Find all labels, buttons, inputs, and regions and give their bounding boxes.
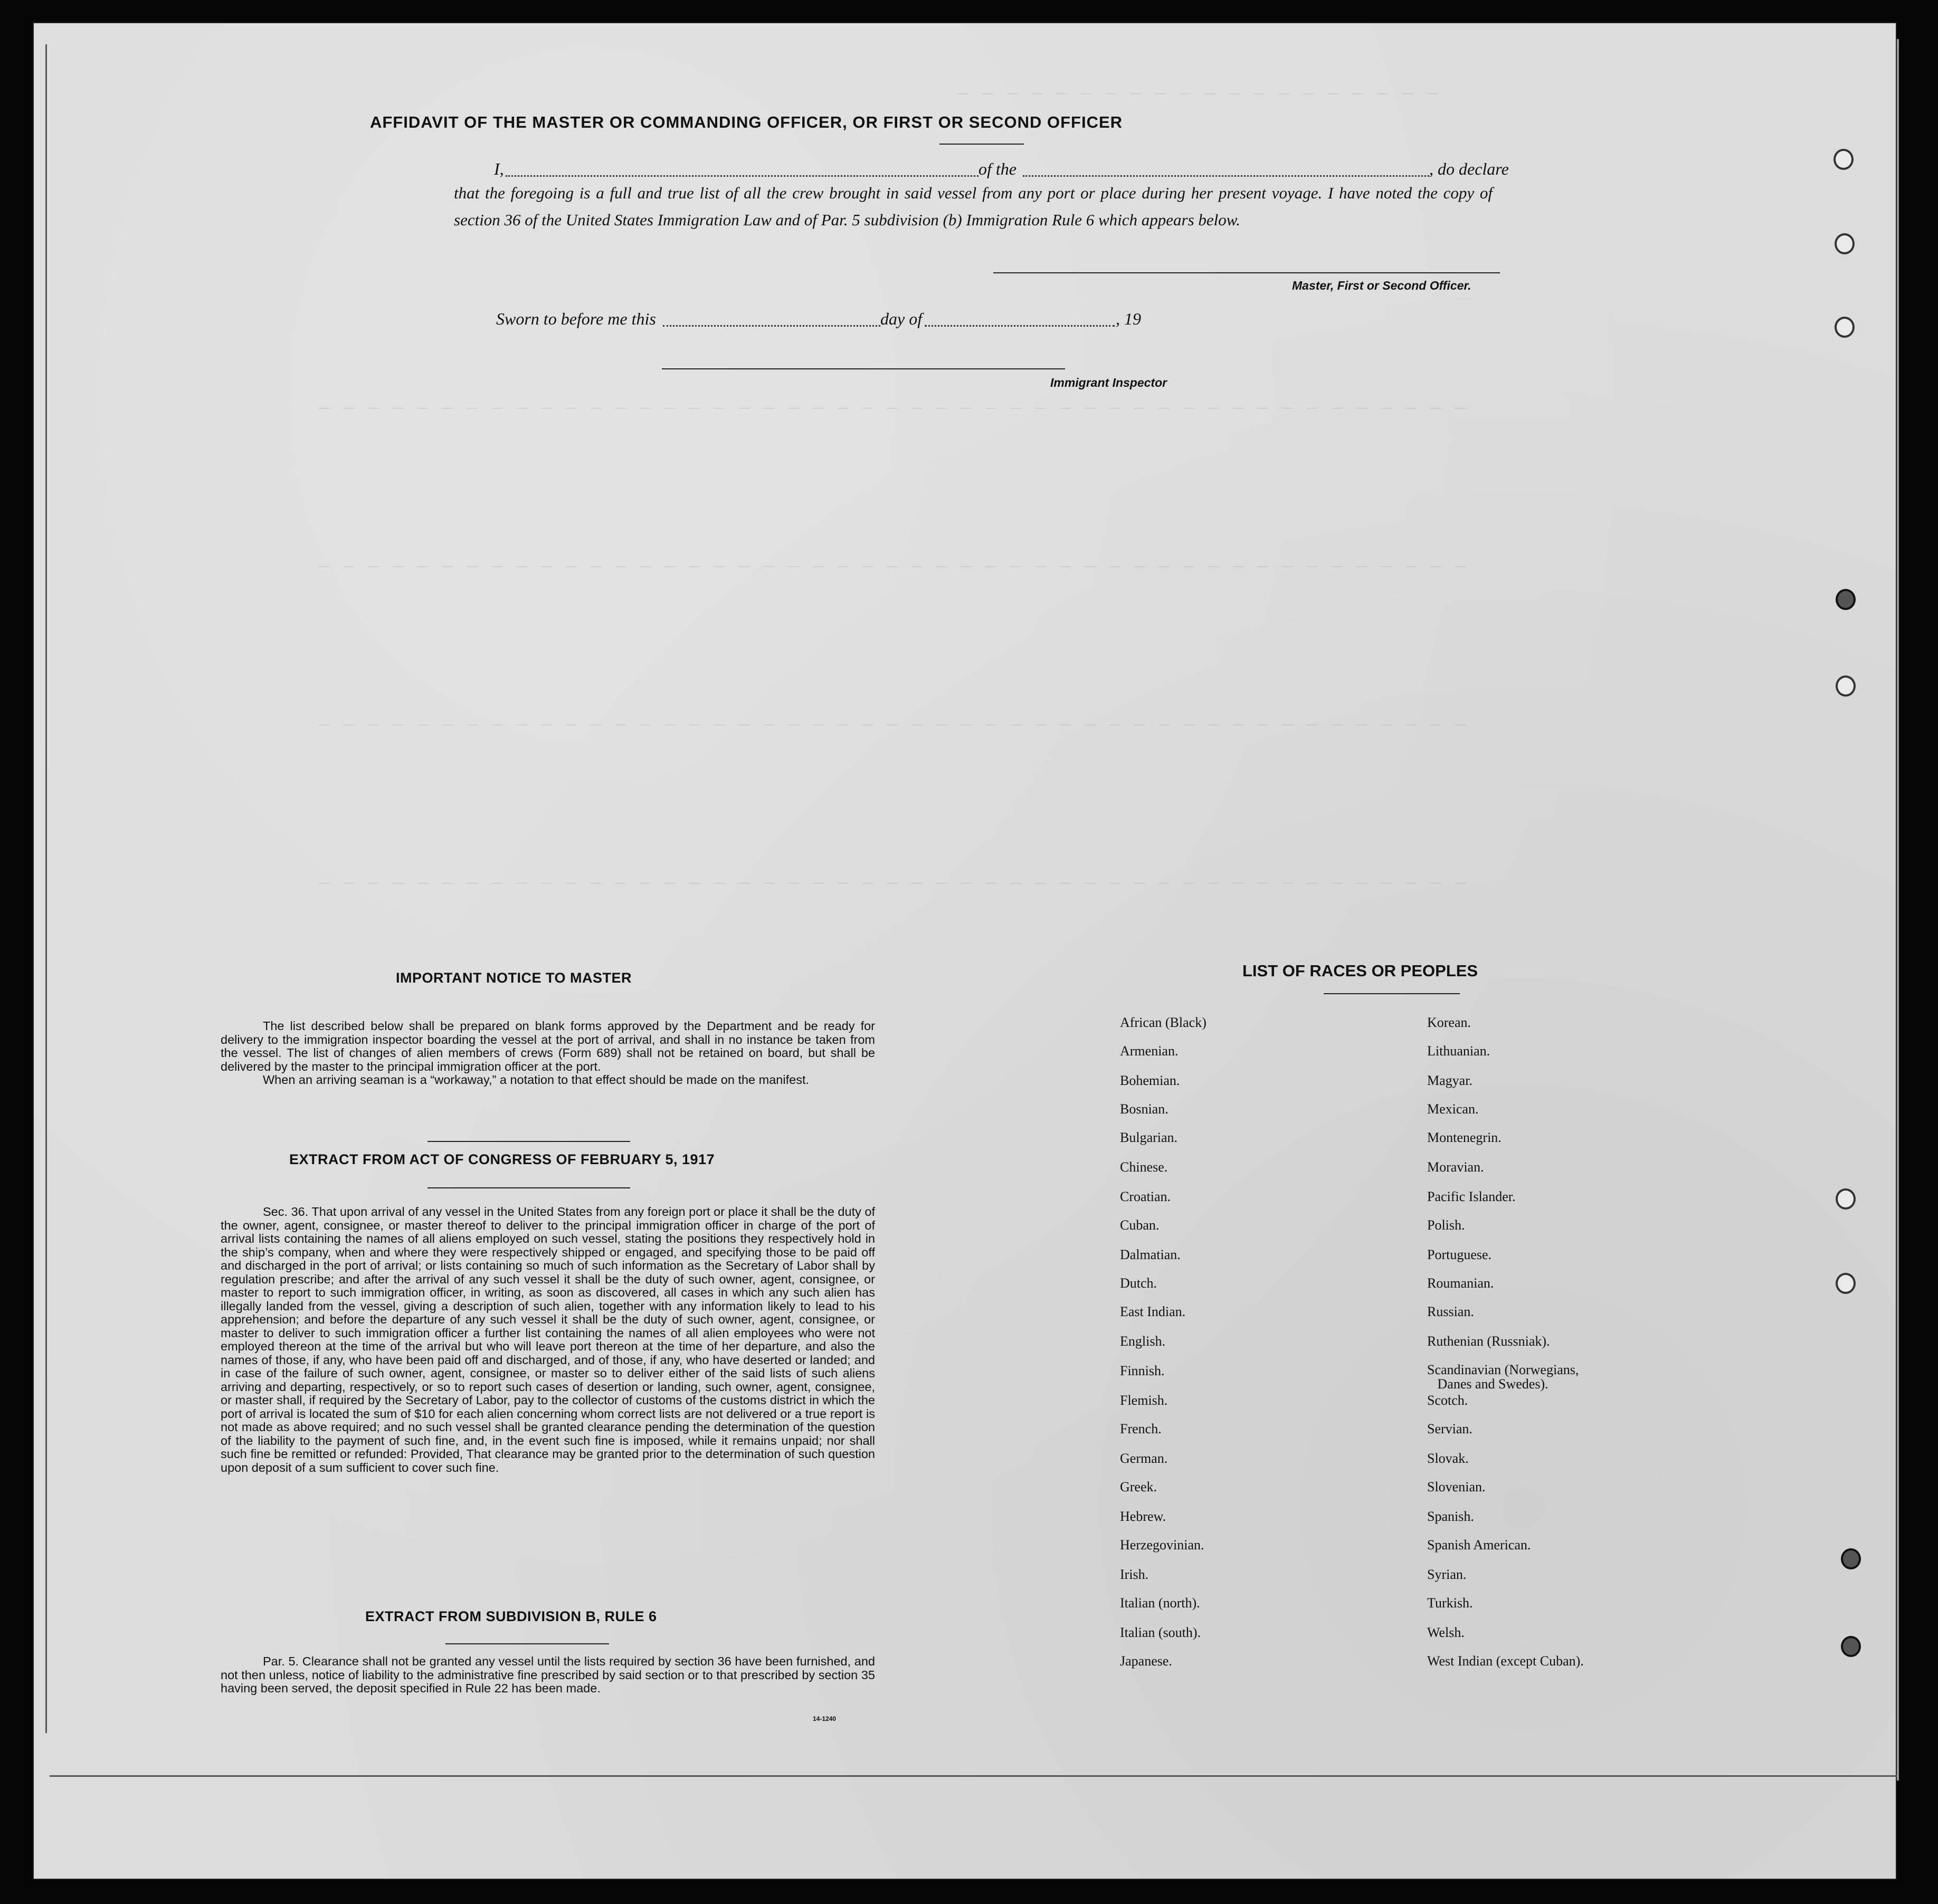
sworn-month-line[interactable] — [925, 325, 1115, 327]
race-item: Polish. — [1427, 1217, 1465, 1233]
section-divider — [428, 1141, 630, 1142]
race-item: Syrian. — [1427, 1567, 1467, 1582]
rule-paragraph: Par. 5. Clearance shall not be granted any vessel until the lists required by section 36 have been furnished, and not then unless, notice of liability to the administrative fine prescribed by said section or to that prescribed by section 35 having been served, the deposit specified in Rule 22 has been made. — [221, 1654, 875, 1695]
bleed-through-texture: _ _ _ _ _ _ _ _ _ _ _ _ _ _ _ _ _ _ _ _ _ _ _ _ _ _ _ _ _ _ _ _ _ _ _ _ _ _ _ _ _ _ _ _ _ _ _ — [319, 868, 1468, 888]
punch-hole — [1836, 589, 1856, 610]
sworn-day-of-label: day of — [880, 309, 923, 328]
race-item: West Indian (except Cuban). — [1427, 1653, 1584, 1669]
race-item: English. — [1120, 1334, 1165, 1349]
race-item: Welsh. — [1427, 1625, 1465, 1640]
punch-hole — [1836, 675, 1856, 697]
punch-hole — [1834, 149, 1854, 170]
act-paragraph: Sec. 36. That upon arrival of any vessel in the United States from any foreign port or place it shall be the duty of the owner, agent, consignee, or master thereof to deliver to the principal immigration officer in charge of the port of arrival lists containing the names of all aliens employed on such vessel, stating the positions they respectively hold in the ship’s company, when and where they were respectively shipped or engaged, and specifying those to be paid off and discharged in the port of arrival; or lists containing so much of such information as the Secretary of Labor shall by regulation prescribe; and after the arrival of any such vessel it shall be the duty of such owner, agent, consignee, or master to report to such immigration officer, in writing, as soon as discovered, all cases in which any such alien has illegally landed from the vessel, giving a description of such alien, together with any information likely to lead to his apprehension; and before the departure of any such vessel it shall be the duty of such owner, agent, consignee, or master to deliver to such immigration officer a further list containing the names of all alien employees who were not employed thereon at the time of the arrival but who will leave port thereon at the time of her departure, and also the names of those, if any, who have been paid off and discharged, and of those, if any, who have deserted or landed; and in case of the failure of such owner, agent, consignee, or master so to deliver either of the said lists of such aliens arriving and departing, respectively, or so to report such cases of desertion or landing, such owner, agent, consignee, or master shall, if required by the Secretary of Labor, pay to the collector of customs of the customs district in which the port of arrival is located the sum of $10 for each alien concerning whom correct lists are not delivered or a true report is not made as above required; and no such vessel shall be granted clearance pending the determination of the question of the liability to the payment of such fine, and, in the event such fine is imposed, while it remains unpaid; nor shall such fine be remitted or refunded: Provided, That clearance may be granted prior to the determination of such question upon deposit of a sum sufficient to cover such fine. — [221, 1205, 875, 1474]
race-item: Slovenian. — [1427, 1479, 1486, 1494]
race-item: Turkish. — [1427, 1595, 1473, 1611]
page-frame-left — [45, 44, 47, 1733]
race-item: Spanish. — [1427, 1509, 1474, 1524]
race-item: Cuban. — [1120, 1217, 1160, 1233]
race-item: French. — [1120, 1421, 1162, 1436]
sworn-day-line[interactable] — [663, 325, 880, 327]
race-item: Bulgarian. — [1120, 1130, 1178, 1145]
race-item: Bohemian. — [1120, 1073, 1180, 1088]
race-item: African (Black) — [1120, 1015, 1206, 1030]
race-item: Magyar. — [1427, 1073, 1472, 1088]
race-item: Moravian. — [1427, 1159, 1484, 1175]
race-item: Scandinavian (Norwegians, Danes and Swedes). — [1427, 1362, 1579, 1392]
race-item: Flemish. — [1120, 1393, 1168, 1408]
race-item: Montenegrin. — [1427, 1130, 1502, 1145]
race-item: Chinese. — [1120, 1159, 1168, 1175]
race-item: German. — [1120, 1451, 1168, 1466]
master-signature-label: Master, First or Second Officer. — [1292, 279, 1471, 292]
bleed-through-texture: _ _ _ _ _ _ _ _ _ _ _ _ _ _ _ _ _ _ _ _ _ _ _ _ _ _ _ _ _ _ _ _ _ _ _ _ _ _ _ _ _ _ _ _ _ _ _ — [319, 709, 1468, 729]
race-item: Slovak. — [1427, 1451, 1469, 1466]
race-item: East Indian. — [1120, 1304, 1186, 1319]
race-item: Servian. — [1427, 1421, 1472, 1436]
section-divider — [445, 1643, 609, 1644]
punch-hole — [1835, 317, 1855, 338]
punch-hole — [1835, 233, 1855, 254]
race-item: Spanish American. — [1427, 1537, 1531, 1553]
act-text — [221, 1205, 875, 1474]
affiant-name-line[interactable] — [506, 175, 978, 177]
inspector-signature-label: Immigrant Inspector — [1050, 376, 1167, 389]
race-item: Italian (south). — [1120, 1625, 1201, 1640]
bleed-through-texture: _ _ _ _ _ _ _ _ _ _ _ _ _ _ _ _ _ _ _ _ _ _ _ _ _ _ _ _ _ _ _ _ _ _ _ _ _ _ _ _ _ _ _ _ _ _ _ — [319, 551, 1468, 571]
race-item: Pacific Islander. — [1427, 1189, 1516, 1204]
page-frame-bottom — [50, 1775, 1897, 1777]
act-title: EXTRACT FROM ACT OF CONGRESS OF FEBRUARY 5, 1917 — [289, 1151, 715, 1167]
race-item: Korean. — [1427, 1015, 1471, 1030]
punch-hole — [1841, 1548, 1861, 1569]
race-item: Russian. — [1427, 1304, 1474, 1319]
notice-text — [221, 1020, 875, 1087]
page-frame-right — [1897, 39, 1899, 1781]
punch-hole — [1836, 1188, 1856, 1210]
notice-title: IMPORTANT NOTICE TO MASTER — [396, 970, 632, 986]
races-title-rule — [1324, 993, 1460, 994]
race-item: Roumanian. — [1427, 1275, 1494, 1291]
race-item: Ruthenian (Russniak). — [1427, 1334, 1550, 1349]
section-divider — [428, 1187, 630, 1188]
race-item: Greek. — [1120, 1479, 1157, 1494]
races-title: LIST OF RACES OR PEOPLES — [1242, 961, 1478, 980]
punch-hole — [1836, 1273, 1856, 1294]
race-item: Irish. — [1120, 1567, 1149, 1582]
race-item: Croatian. — [1120, 1189, 1171, 1204]
rule-text — [221, 1655, 875, 1696]
race-item: Italian (north). — [1120, 1595, 1200, 1611]
race-item: Herzegovinian. — [1120, 1537, 1204, 1553]
race-item: Bosnian. — [1120, 1101, 1168, 1117]
notice-paragraph: When an arriving seaman is a “workaway,” a notation to that effect should be made on the manifest. — [263, 1073, 809, 1087]
race-item: Finnish. — [1120, 1363, 1165, 1378]
sworn-year-label: , 19 — [1116, 309, 1141, 328]
title-rule — [939, 144, 1024, 145]
race-item: Scotch. — [1427, 1393, 1468, 1408]
race-item: Dutch. — [1120, 1275, 1157, 1291]
affidavit-title: AFFIDAVIT OF THE MASTER OR COMMANDING OFFICER, OR FIRST OR SECOND OFFICER — [369, 113, 1123, 131]
punch-hole — [1841, 1636, 1861, 1657]
race-item: Japanese. — [1120, 1653, 1172, 1669]
affidavit-i-label: I, — [494, 159, 504, 178]
race-item: Hebrew. — [1120, 1509, 1166, 1524]
vessel-name-line[interactable] — [1023, 175, 1429, 177]
affidavit-declare-label: , do declare — [1429, 159, 1509, 178]
document-page — [33, 22, 1897, 1880]
notice-paragraph: The list described below shall be prepared on blank forms approved by the Department and be ready for delivery to the immigration inspector boarding the vessel at the port of arrival, and shall in no instance be taken from the vessel. The list of changes of alien members of crews (Form 689) shall not be retained on board, but shall be delivered by the master to the principal immigration officer at the port. — [221, 1019, 875, 1073]
inspector-signature-line[interactable] — [662, 368, 1065, 369]
bleed-through-texture: _ _ _ _ _ _ _ _ _ _ _ _ _ _ _ _ _ _ _ _ _ _ _ _ _ _ _ _ _ _ _ _ _ _ _ _ _ _ _ _ _ _ _ _ _ _ _ — [319, 393, 1468, 413]
race-item: Lithuanian. — [1427, 1043, 1490, 1059]
race-item: Portuguese. — [1427, 1247, 1492, 1262]
form-number: 14-1240 — [813, 1715, 837, 1722]
rule-title: EXTRACT FROM SUBDIVISION B, RULE 6 — [365, 1608, 657, 1624]
affidavit-statement: that the foregoing is a full and true list of all the crew brought in said vessel from any port or place during her present voyage. I have noted the copy of section 36 of the United States Immigration Law and of Par. 5 subdivision (b) Immigration Rule 6 which appears below. — [454, 184, 1493, 229]
affidavit-of-the-label: of the — [978, 159, 1016, 178]
race-item: Armenian. — [1120, 1043, 1179, 1059]
master-signature-line[interactable] — [993, 272, 1500, 273]
sworn-prefix-label: Sworn to before me this — [496, 309, 656, 328]
race-item: Dalmatian. — [1120, 1247, 1181, 1262]
bleed-through-texture: _ _ _ _ _ _ _ _ _ _ _ _ _ _ _ _ _ _ _ _ — [957, 78, 1439, 98]
race-item: Mexican. — [1427, 1101, 1479, 1117]
